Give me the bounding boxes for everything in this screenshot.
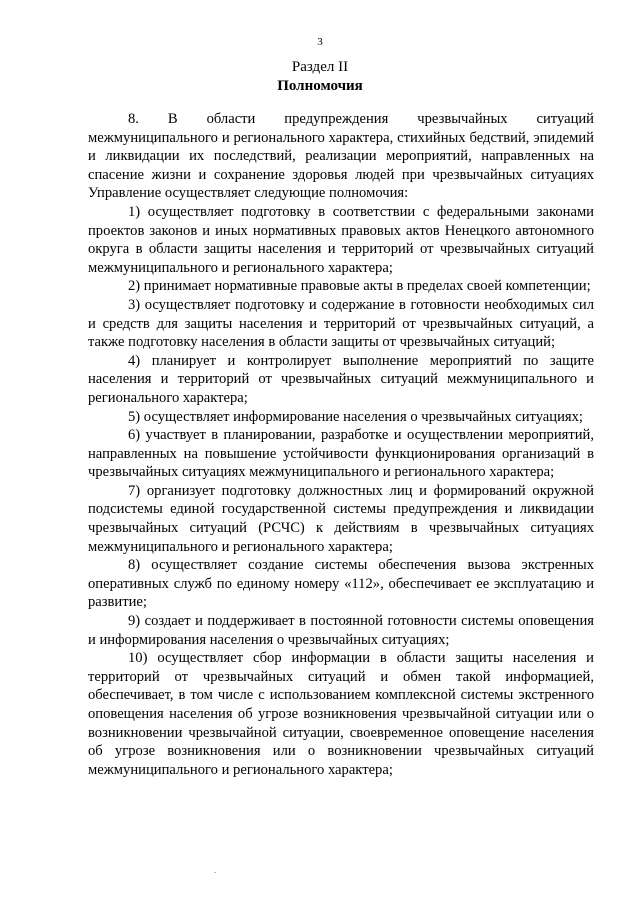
paragraph-item-1: 1) осуществляет подготовку в соответствии с федеральными законами проектов законов и иных нормативных правовых актов Ненецкого автономного округа в области защиты населения и территорий от чрезвычайных ситуаций межмуниципального и регионального характера; xyxy=(88,203,594,276)
section-heading: Полномочия xyxy=(277,78,363,94)
paragraph-item-8: 8) осуществляет создание системы обеспечения вызова экстренных оперативных служб по единому номеру «112», обеспечивает ее эксплуатацию и развитие; xyxy=(88,557,594,611)
page-number: 3 xyxy=(317,36,323,48)
paragraph-item-9: 9) создает и поддерживает в постоянной готовности системы оповещения и информирования населения о чрезвычайных ситуациях; xyxy=(88,613,594,648)
paragraph-item-3: 3) осуществляет подготовку и содержание в готовности необходимых сил и средств для защиты населения и территорий от чрезвычайных ситуаций, а также подготовку населения в области защиты от чрезвычайных ситуаций; xyxy=(88,296,594,351)
paragraph-item-4: 4) планирует и контролирует выполнение мероприятий по защите населения и территорий от чрезвычайных ситуаций межмуниципального и регионального характера; xyxy=(88,352,594,406)
paragraph-item-5: 5) осуществляет информирование населения о чрезвычайных ситуациях; xyxy=(128,408,583,425)
document-body xyxy=(88,110,594,779)
paragraph-item-10: 10) осуществляет сбор информации в области защиты населения и территорий от чрезвычайных ситуаций и обмен такой информацией, обеспечивает, в том числе с использованием комплексной системы экстренного оповещения населения об угрозе возникновения чрезвычайной ситуации или о возникновении чрезвычайной ситуации, своевременное оповещение населения об угрозе возникновения или о возникновении чрезвычайных ситуаций межмуниципального и регионального характера; xyxy=(88,650,594,778)
scan-artifact-dot xyxy=(214,872,216,873)
paragraph-item-7: 7) организует подготовку должностных лиц и формирований окружной подсистемы единой государственной системы предупреждения и ликвидации чрезвычайных ситуаций (РСЧС) к действиям в чрезвычайных ситуациях межмуниципального и регионального характера; xyxy=(88,482,594,555)
paragraph-item-2: 2) принимает нормативные правовые акты в пределах своей компетенции; xyxy=(128,278,591,295)
section-title: Раздел II xyxy=(291,59,349,75)
paragraph-intro: 8. В области предупреждения чрезвычайных ситуаций межмуниципального и регионального характера, стихийных бедствий, эпидемий и ликвидации их последствий, реализации мероприятий, направленных на спасение жизни и сохранение здоровья людей при чрезвычайных ситуациях Управление осуществляет следующие полномочия: xyxy=(88,111,594,202)
paragraph-item-6: 6) участвует в планировании, разработке и осуществлении мероприятий, направленных на повышение устойчивости функционирования организаций в чрезвычайных ситуациях межмуниципального и регионального характера; xyxy=(88,427,594,481)
